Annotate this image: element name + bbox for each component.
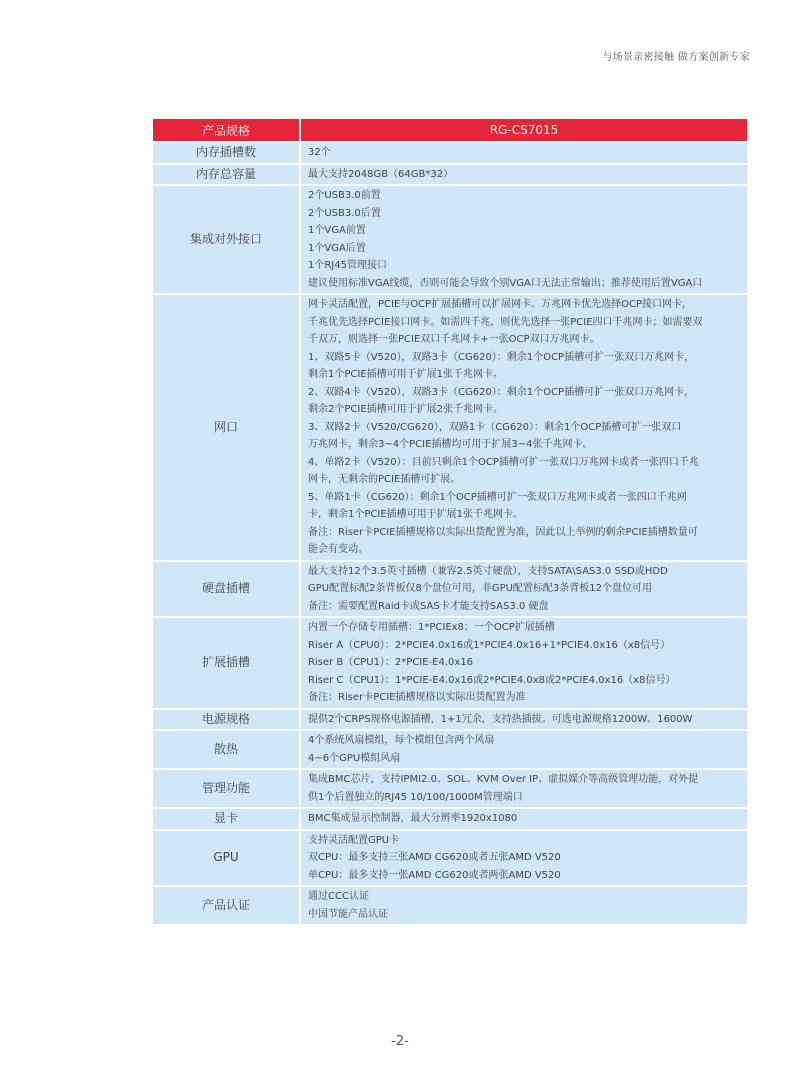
table-header-row: [153, 119, 747, 141]
row-label: 内存插槽数: [153, 143, 301, 163]
row-value: [301, 887, 747, 924]
value-line: 5、单路1卡（CG620）：剩余1个OCP插槽可扩一张双口万兆网卡或者一张四口千兆网: [308, 491, 687, 503]
table-row: [153, 731, 747, 768]
value-line: Riser B（CPU1）：2*PCIE-E4.0x16: [308, 657, 474, 668]
page-number: -2-: [391, 1034, 409, 1049]
value-line: 32个: [308, 147, 331, 158]
row-label: 显卡: [153, 809, 301, 829]
header-col-spec: 产品规格: [153, 119, 301, 141]
table-row: [153, 770, 747, 807]
value-line: 集成BMC芯片，支持IPMI2.0、SOL、KVM Over IP、虚拟媒介等高级管理功能，对外提: [308, 774, 699, 785]
value-line: 提供2个CRPS规格电源插槽，1+1冗余，支持热插拔。可选电源规格1200W、1600W: [308, 713, 693, 725]
table-row: [153, 562, 747, 617]
row-label: 集成对外接口: [153, 186, 301, 293]
value-line: 中国节能产品认证: [308, 908, 388, 920]
value-line: 供1个后置独立的RJ45 10/100/1000M管理端口: [308, 791, 523, 803]
value-line: 最大支持12个3.5英寸插槽（兼容2.5英寸硬盘），支持SATA\SAS3.0 SSD或HDD: [308, 565, 668, 577]
spec-table-body: [153, 143, 747, 924]
value-line: 2个USB3.0后置: [308, 207, 381, 219]
table-row: [153, 618, 747, 708]
value-line: 内置一个存储专用插槽：1*PCIEx8；一个OCP扩展插槽: [308, 622, 555, 633]
row-label: 硬盘插槽: [153, 562, 301, 617]
value-line: 双CPU：最多支持三张AMD CG620或者五张AMD V520: [308, 852, 561, 863]
row-value: [301, 809, 747, 829]
header-tagline: 与场景亲密接触 做方案创新专家: [602, 52, 750, 63]
row-value: [301, 770, 747, 807]
row-label: 内存总容量: [153, 165, 301, 185]
value-line: 万兆网卡，剩余3~4个PCIE插槽均可用于扩展3~4张千兆网卡。: [308, 439, 593, 450]
row-label: 产品认证: [153, 887, 301, 924]
row-value: [301, 731, 747, 768]
value-line: 1个VGA后置: [308, 242, 366, 254]
value-line: 4、单路2卡（V520）：目前只剩余1个OCP插槽可扩一张双口万兆网卡或者一张四口千兆: [308, 456, 699, 468]
table-row: [153, 831, 747, 886]
value-line: BMC集成显示控制器，最大分辨率1920x1080: [308, 813, 518, 824]
table-row: [153, 186, 747, 293]
value-line: 支持灵活配置GPU卡: [308, 834, 400, 846]
value-line: 千双万，则选择一张PCIE双口千兆网卡+一张OCP双口万兆网卡。: [308, 334, 600, 345]
table-row: [153, 710, 747, 730]
row-label: 电源规格: [153, 710, 301, 730]
value-line: 1、双路5卡（V520），双路3卡（CG620）：剩余1个OCP插槽可扩一张双口万兆网卡，: [308, 351, 695, 363]
row-value: [301, 295, 747, 560]
value-line: 1个RJ45管理接口: [308, 260, 387, 271]
row-label: 网口: [153, 295, 301, 560]
row-value: [301, 831, 747, 886]
value-line: 网卡，无剩余的PCIE插槽可扩展。: [308, 474, 461, 485]
value-line: 备注：需要配置Raid卡或SAS卡才能支持SAS3.0 硬盘: [308, 600, 549, 612]
row-value: [301, 710, 747, 730]
table-row: [153, 295, 747, 560]
value-line: 备注：Riser卡PCIE插槽规格以实际出货配置为准: [308, 692, 526, 703]
spec-table: [153, 117, 747, 926]
value-line: 备注：Riser卡PCIE插槽规格以实际出货配置为准，因此以上举例的剩余PCIE插槽数量可: [308, 526, 698, 538]
row-label: 散热: [153, 731, 301, 768]
value-line: 单CPU：最多支持一张AMD CG620或者两张AMD V520: [308, 869, 561, 881]
table-row: [153, 809, 747, 829]
value-line: 剩余1个PCIE插槽可用于扩展1张千兆网卡。: [308, 369, 504, 380]
value-line: 网卡灵活配置，PCIE与OCP扩展插槽可以扩展网卡。万兆网卡优先选择OCP接口网卡，: [308, 299, 693, 310]
table-row: [153, 165, 747, 185]
row-value: [301, 143, 747, 163]
value-line: 2、双路4卡（V520），双路3卡（CG620）：剩余1个OCP插槽可扩一张双口万兆网卡，: [308, 386, 695, 398]
row-label: GPU: [153, 831, 301, 886]
row-label: 扩展插槽: [153, 618, 301, 708]
value-line: 最大支持2048GB（64GB*32）: [308, 168, 454, 180]
value-line: Riser C（CPU1）：1*PCIE-E4.0x16或2*PCIE4.0x8或2*PCIE4.0x16（x8信号）: [308, 674, 676, 686]
value-line: 4~6个GPU模组风扇: [308, 752, 401, 764]
value-line: Riser A（CPU0）：2*PCIE4.0x16或1*PCIE4.0x16+1*PCIE4.0x16（x8信号）: [308, 639, 671, 651]
value-line: 3、双路2卡（V520/CG620），双路1卡（CG620）：剩余1个OCP插槽可扩一张双口: [308, 421, 682, 433]
value-line: 2个USB3.0前置: [308, 190, 381, 201]
row-label: 管理功能: [153, 770, 301, 807]
header-col-model: RG-CS7015: [301, 119, 747, 141]
row-value: [301, 165, 747, 185]
value-line: 千兆优先选择PCIE接口网卡。如需四千兆，则优先选择一张PCIE四口千兆网卡；如需要双: [308, 316, 703, 328]
value-line: 能会有变动。: [308, 544, 368, 555]
row-value: [301, 562, 747, 617]
row-value: [301, 186, 747, 293]
table-row: [153, 887, 747, 924]
value-line: GPU配置标配2条背板仅8个盘位可用，非GPU配置标配3条背板12个盘位可用: [308, 583, 653, 594]
value-line: 建议使用标准VGA线缆，否则可能会导致个别VGA口无法正常输出；推荐使用后置VGA口: [308, 277, 703, 289]
table-row: [153, 143, 747, 163]
value-line: 4个系统风扇模组，每个模组包含两个风扇: [308, 735, 495, 746]
row-value: [301, 618, 747, 708]
value-line: 通过CCC认证: [308, 891, 369, 902]
value-line: 剩余2个PCIE插槽可用于扩展2张千兆网卡。: [308, 404, 504, 415]
value-line: 1个VGA前置: [308, 225, 366, 236]
value-line: 卡，剩余1个PCIE插槽可用于扩展1张千兆网卡。: [308, 509, 524, 520]
